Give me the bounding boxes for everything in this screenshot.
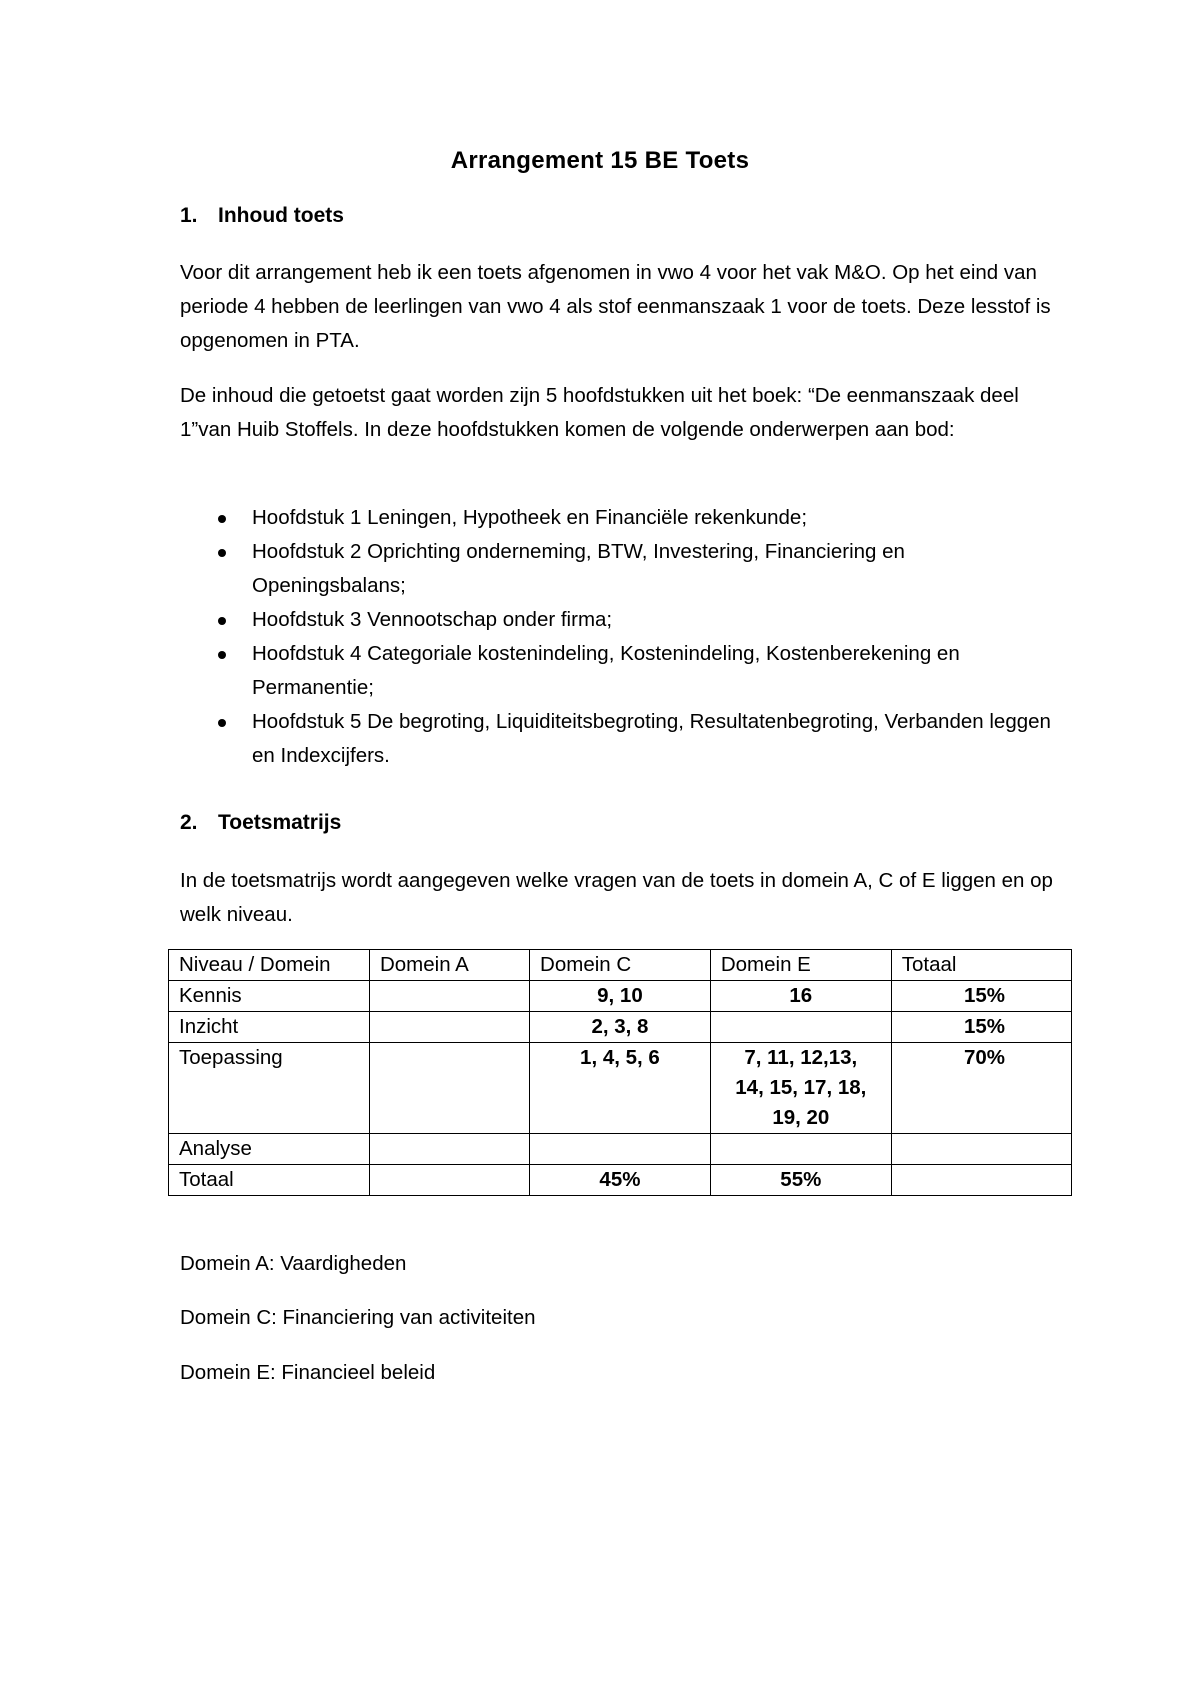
table-cell: 55% bbox=[710, 1165, 891, 1196]
table-cell: 15% bbox=[891, 1012, 1071, 1043]
section-heading-toetsmatrijs bbox=[180, 811, 341, 835]
table-cell: 2, 3, 8 bbox=[530, 1012, 711, 1043]
table-row bbox=[169, 981, 1072, 1012]
bullet-icon bbox=[218, 515, 226, 523]
section-heading-inhoud bbox=[180, 204, 344, 228]
table-cell: Totaal bbox=[169, 1165, 370, 1196]
table-cell bbox=[530, 1134, 711, 1165]
section-number: 2. bbox=[180, 811, 198, 834]
section-number: 1. bbox=[180, 204, 198, 227]
table-cell: 15% bbox=[891, 981, 1071, 1012]
table-cell bbox=[369, 1043, 529, 1134]
list-item: Hoofdstuk 2 Oprichting onderneming, BTW, Investering, Financiering en Openingsbalans; bbox=[180, 535, 1060, 603]
table-header-cell: Domein E bbox=[710, 950, 891, 981]
table-row bbox=[169, 1134, 1072, 1165]
table-cell: 16 bbox=[710, 981, 891, 1012]
table-header-row bbox=[169, 950, 1072, 981]
bullet-icon bbox=[218, 549, 226, 557]
table-cell: Inzicht bbox=[169, 1012, 370, 1043]
table-cell bbox=[891, 1165, 1071, 1196]
table-header-cell: Domein A bbox=[369, 950, 529, 981]
legend-domain-c: Domein C: Financiering van activiteiten bbox=[180, 1306, 536, 1329]
legend-domain-a: Domein A: Vaardigheden bbox=[180, 1252, 407, 1275]
table-header-cell: Domein C bbox=[530, 950, 711, 981]
table-row bbox=[169, 1012, 1072, 1043]
table-cell: 45% bbox=[530, 1165, 711, 1196]
table-cell: Analyse bbox=[169, 1134, 370, 1165]
table-cell bbox=[369, 981, 529, 1012]
table-row bbox=[169, 1043, 1072, 1134]
document-title: Arrangement 15 BE Toets bbox=[450, 147, 750, 174]
table-cell: 9, 10 bbox=[530, 981, 711, 1012]
table-cell bbox=[369, 1012, 529, 1043]
section-title: Toetsmatrijs bbox=[218, 811, 342, 834]
list-item: Hoofdstuk 3 Vennootschap onder firma; bbox=[180, 603, 1060, 637]
list-item: Hoofdstuk 1 Leningen, Hypotheek en Financiële rekenkunde; bbox=[180, 501, 1060, 535]
table-cell: 70% bbox=[891, 1043, 1071, 1134]
test-matrix-table bbox=[168, 949, 1072, 1196]
section-title: Inhoud toets bbox=[218, 204, 344, 227]
list-item: Hoofdstuk 4 Categoriale kostenindeling, Kostenindeling, Kostenberekening en Permanentie; bbox=[180, 637, 1060, 705]
bullet-icon bbox=[218, 617, 226, 625]
paragraph-intro: Voor dit arrangement heb ik een toets afgenomen in vwo 4 voor het vak M&O. Op het eind van periode 4 hebben de leerlingen van vwo 4 als stof eenmanszaak 1 voor de toets. Deze lesstof is opgenomen in PTA. bbox=[180, 261, 1051, 352]
table-cell bbox=[710, 1134, 891, 1165]
table-cell: Toepassing bbox=[169, 1043, 370, 1134]
list-item: Hoofdstuk 5 De begroting, Liquiditeitsbegroting, Resultatenbegroting, Verbanden leggen en Indexcijfers. bbox=[180, 705, 1060, 773]
table-cell bbox=[891, 1134, 1071, 1165]
bullet-icon bbox=[218, 719, 226, 727]
table-row bbox=[169, 1165, 1072, 1196]
bullet-icon bbox=[218, 651, 226, 659]
table-cell bbox=[369, 1165, 529, 1196]
paragraph-content: De inhoud die getoetst gaat worden zijn 5 hoofdstukken uit het boek: “De eenmanszaak deel 1”van Huib Stoffels. In deze hoofdstukken komen de volgende onderwerpen aan bod: bbox=[180, 384, 1019, 441]
chapter-list bbox=[180, 501, 1060, 773]
paragraph-matrix-intro: In de toetsmatrijs wordt aangegeven welke vragen van de toets in domein A, C of E liggen en op welk niveau. bbox=[180, 869, 1053, 926]
table-cell: 1, 4, 5, 6 bbox=[530, 1043, 711, 1134]
table-cell: 7, 11, 12,13, 14, 15, 17, 18, 19, 20 bbox=[710, 1043, 891, 1134]
table-cell bbox=[710, 1012, 891, 1043]
table-header-cell: Niveau / Domein bbox=[169, 950, 370, 981]
legend-domain-e: Domein E: Financieel beleid bbox=[180, 1361, 436, 1384]
table-header-cell: Totaal bbox=[891, 950, 1071, 981]
table-cell bbox=[369, 1134, 529, 1165]
table-cell: Kennis bbox=[169, 981, 370, 1012]
